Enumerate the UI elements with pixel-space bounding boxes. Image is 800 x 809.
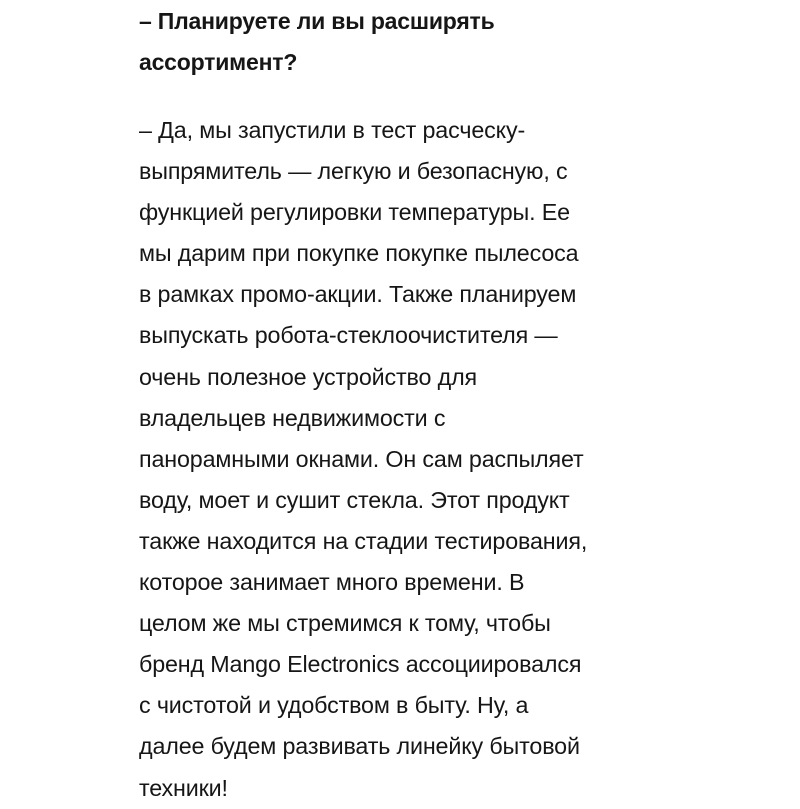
- answer-line: воду, моет и сушит стекла. Этот продукт: [139, 486, 570, 513]
- answer-line: очень полезное устройство для: [139, 363, 477, 390]
- interview-answer: [139, 110, 679, 809]
- answer-line: выпускать робота-стеклоочистителя —: [139, 322, 558, 349]
- interview-question: [139, 0, 679, 83]
- answer-line: мы дарим при покупке покупке пылесоса: [139, 240, 579, 267]
- question-line: ассортимент?: [139, 49, 298, 75]
- answer-line: далее будем развивать линейку бытовой: [139, 733, 580, 760]
- answer-line: функцией регулировки температуры. Ее: [139, 199, 570, 226]
- answer-line: бренд Mango Electronics ассоциировался: [139, 651, 582, 678]
- answer-line: с чистотой и удобством в быту. Ну, а: [139, 692, 529, 719]
- answer-line: владельцев недвижимости с: [139, 404, 446, 431]
- answer-line: техники!: [139, 774, 228, 801]
- question-line: – Планируете ли вы расширять: [139, 8, 495, 34]
- answer-line: также находится на стадии тестирования,: [139, 527, 588, 554]
- article-body: [139, 0, 679, 809]
- answer-line: целом же мы стремимся к тому, чтобы: [139, 610, 551, 637]
- answer-line: панорамными окнами. Он сам распыляет: [139, 445, 584, 472]
- answer-line: – Да, мы запустили в тест расческу-: [139, 117, 526, 143]
- answer-line: выпрямитель — легкую и безопасную, с: [139, 158, 568, 185]
- answer-line: в рамках промо-акции. Также планируем: [139, 281, 577, 308]
- answer-line: которое занимает много времени. В: [139, 569, 525, 596]
